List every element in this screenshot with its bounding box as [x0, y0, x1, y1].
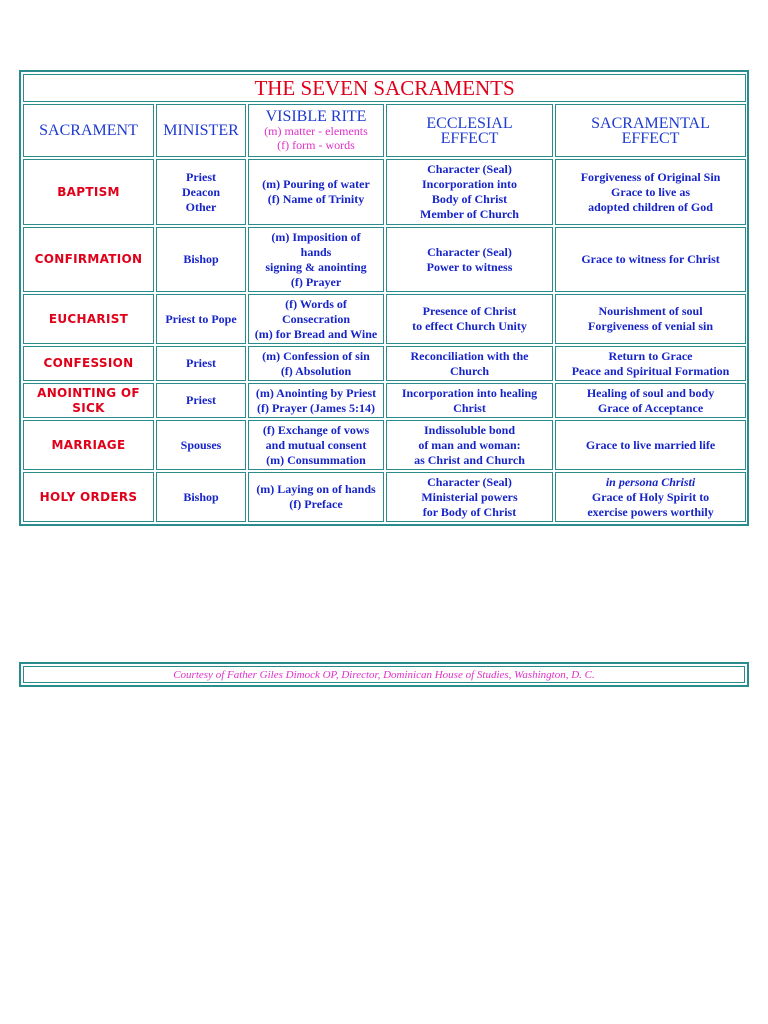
- visible-rite-cell-line: (m) Imposition of: [271, 229, 361, 244]
- sacrament-name-line: CONFIRMATION: [34, 252, 143, 266]
- visible-rite-cell-line: (f) Name of Trinity: [267, 192, 365, 206]
- credit-footer-frame: [19, 662, 749, 687]
- sacrament-name: [23, 227, 154, 292]
- sacramental-effect-cell: [555, 420, 746, 470]
- visible-rite-cell: [248, 227, 384, 292]
- visible-rite-cell-line: (f) Exchange of vows: [262, 422, 370, 437]
- sacramental-effect-cell-line: Grace of Acceptance: [597, 400, 704, 415]
- header-ecclesial-line2: EFFECT: [440, 129, 499, 147]
- table-row: [23, 472, 746, 522]
- credit-footer: Courtesy of Father Giles Dimock OP, Director, Dominican House of Studies, Washington, D. C.: [23, 666, 745, 683]
- header-visible-rite-label: VISIBLE RITE: [265, 108, 367, 125]
- sacramental-effect-cell-line: Grace to live married life: [585, 437, 716, 452]
- table-row: [23, 346, 746, 381]
- minister-cell: [156, 383, 246, 418]
- sacrament-name-line: HOLY ORDERS: [39, 489, 138, 504]
- sacrament-name-line: EUCHARIST: [48, 311, 129, 326]
- visible-rite-cell: [248, 472, 384, 522]
- visible-rite-cell-line: (m) Confession of sin: [262, 348, 370, 363]
- header-matter-note: (m) matter - elements: [264, 124, 368, 138]
- sacraments-table: [21, 72, 748, 524]
- ecclesial-effect-cell-line: Character (Seal): [427, 244, 512, 259]
- header-ecclesial-line1: ECCLESIAL: [426, 114, 513, 132]
- header-minister: MINISTER: [156, 104, 246, 157]
- sacramental-effect-cell-line: Healing of soul and body: [586, 385, 715, 400]
- ecclesial-effect-cell-line: Power to witness: [426, 259, 513, 274]
- visible-rite-cell: [248, 420, 384, 470]
- minister-cell-line: Priest: [186, 356, 216, 370]
- sacramental-effect-cell-line: Nourishment of soul: [598, 304, 703, 318]
- sacrament-name-line: BAPTISM: [57, 184, 120, 199]
- ecclesial-effect-cell: [386, 420, 553, 470]
- sacramental-effect-cell-line: Forgiveness of venial sin: [588, 319, 714, 333]
- sacrament-name: [23, 472, 154, 522]
- ecclesial-effect-cell-line: Presence of Christ: [422, 304, 517, 318]
- ecclesial-effect-cell-line: Character (Seal): [427, 162, 512, 176]
- ecclesial-effect-cell-line: Indissoluble bond: [423, 422, 516, 437]
- sacramental-effect-cell-line: Grace to witness for Christ: [581, 252, 720, 266]
- ecclesial-effect-cell-line: Member of Church: [420, 207, 519, 221]
- visible-rite-cell-line: (f) Words of: [285, 296, 347, 311]
- sacramental-effect-cell-line: Return to Grace: [608, 348, 693, 363]
- sacramental-effect-cell-line: adopted children of God: [588, 199, 713, 214]
- ecclesial-effect-cell: [386, 346, 553, 381]
- minister-cell: [156, 420, 246, 470]
- header-visible-rite: [248, 104, 384, 157]
- minister-cell-line: Spouses: [180, 437, 222, 452]
- sacramental-effect-cell-line: Grace to live as: [611, 184, 691, 199]
- header-sacramental-line1: SACRAMENTAL: [591, 114, 710, 132]
- ecclesial-effect-cell-line: Body of Christ: [431, 192, 508, 206]
- sacramental-effect-cell: [555, 294, 746, 344]
- sacramental-effect-cell-line: Forgiveness of Original Sin: [580, 169, 721, 184]
- table-row: [23, 294, 746, 344]
- ecclesial-effect-cell-line: Ministerial powers: [421, 489, 518, 504]
- ecclesial-effect-cell-line: Reconciliation with the: [410, 348, 529, 363]
- header-sacrament: SACRAMENT: [23, 104, 154, 157]
- visible-rite-cell-line: Consecration: [282, 311, 350, 326]
- sacrament-rows: [23, 159, 746, 522]
- sacrament-name: [23, 420, 154, 470]
- sacramental-effect-cell: [555, 159, 746, 225]
- table-row: [23, 227, 746, 292]
- visible-rite-cell-line: (f) Preface: [289, 497, 343, 511]
- visible-rite-cell: [248, 383, 384, 418]
- visible-rite-cell-line: (m) Laying on of hands: [256, 482, 376, 496]
- visible-rite-cell-line: (m) Pouring of water: [262, 177, 370, 191]
- ecclesial-effect-cell-line: to effect Church Unity: [412, 319, 527, 333]
- visible-rite-cell-line: (m) Consummation: [266, 452, 366, 467]
- header-sacramental-line2: EFFECT: [621, 129, 680, 147]
- minister-cell-line: Priest to Pope: [165, 311, 237, 326]
- minister-cell: [156, 472, 246, 522]
- sacrament-name-line: MARRIAGE: [51, 437, 126, 452]
- sacramental-effect-cell: [555, 383, 746, 418]
- sacraments-table-frame: [19, 70, 749, 526]
- ecclesial-effect-cell: [386, 159, 553, 225]
- minister-cell: [156, 294, 246, 344]
- visible-rite-cell-line: signing & anointing: [265, 259, 367, 274]
- minister-cell: [156, 346, 246, 381]
- ecclesial-effect-cell-line: Church: [449, 363, 490, 378]
- sacramental-effect-cell-line: in persona Christi: [605, 474, 696, 489]
- sacramental-effect-cell-line: Grace of Holy Spirit to: [591, 489, 710, 504]
- ecclesial-effect-cell: [386, 227, 553, 292]
- minister-cell-line: Priest: [186, 169, 216, 184]
- sacrament-name-line: SICK: [72, 400, 105, 415]
- minister-cell-line: Bishop: [183, 252, 219, 266]
- minister-cell-line: Other: [185, 199, 217, 214]
- header-ecclesial-effect: [386, 104, 553, 157]
- ecclesial-effect-cell-line: Incorporation into: [421, 177, 517, 191]
- sacramental-effect-cell: [555, 227, 746, 292]
- ecclesial-effect-cell-line: Christ: [453, 400, 486, 415]
- header-form-note: (f) form - words: [277, 138, 355, 152]
- ecclesial-effect-cell: [386, 383, 553, 418]
- visible-rite-cell: [248, 159, 384, 225]
- visible-rite-cell-line: (f) Absolution: [280, 363, 352, 378]
- ecclesial-effect-cell-line: of man and woman:: [418, 437, 521, 452]
- sacramental-effect-cell-line: exercise powers worthily: [587, 504, 714, 519]
- sacrament-name: [23, 346, 154, 381]
- visible-rite-cell-line: (f) Prayer: [290, 274, 342, 289]
- minister-cell-line: Bishop: [183, 489, 219, 504]
- minister-cell: [156, 227, 246, 292]
- ecclesial-effect-cell-line: Character (Seal): [427, 474, 512, 489]
- ecclesial-effect-cell-line: for Body of Christ: [422, 504, 517, 519]
- minister-cell-line: Deacon: [182, 184, 220, 199]
- ecclesial-effect-cell: [386, 472, 553, 522]
- ecclesial-effect-cell-line: as Christ and Church: [414, 452, 525, 467]
- sacrament-name-line: CONFESSION: [43, 356, 134, 370]
- visible-rite-cell-line: and mutual consent: [265, 437, 367, 452]
- minister-cell: [156, 159, 246, 225]
- sacrament-name: [23, 383, 154, 418]
- sacrament-name: [23, 159, 154, 225]
- table-row: [23, 420, 746, 470]
- ecclesial-effect-cell-line: Incorporation into healing: [401, 385, 538, 400]
- ecclesial-effect-cell: [386, 294, 553, 344]
- visible-rite-cell-line: (m) Anointing by Priest: [255, 385, 377, 400]
- table-row: [23, 383, 746, 418]
- sacramental-effect-cell: [555, 472, 746, 522]
- minister-cell-line: Priest: [186, 393, 216, 407]
- visible-rite-cell-line: (f) Prayer (James 5:14): [256, 400, 376, 415]
- header-sacramental-effect: [555, 104, 746, 157]
- sacramental-effect-cell-line: Peace and Spiritual Formation: [571, 363, 730, 378]
- visible-rite-cell: [248, 346, 384, 381]
- visible-rite-cell-line: (m) for Bread and Wine: [254, 326, 378, 341]
- table-title: THE SEVEN SACRAMENTS: [23, 74, 746, 102]
- sacramental-effect-cell: [555, 346, 746, 381]
- visible-rite-cell-line: hands: [300, 244, 332, 259]
- table-row: [23, 159, 746, 225]
- sacrament-name: [23, 294, 154, 344]
- sacrament-name-line: ANOINTING OF: [37, 385, 140, 400]
- visible-rite-cell: [248, 294, 384, 344]
